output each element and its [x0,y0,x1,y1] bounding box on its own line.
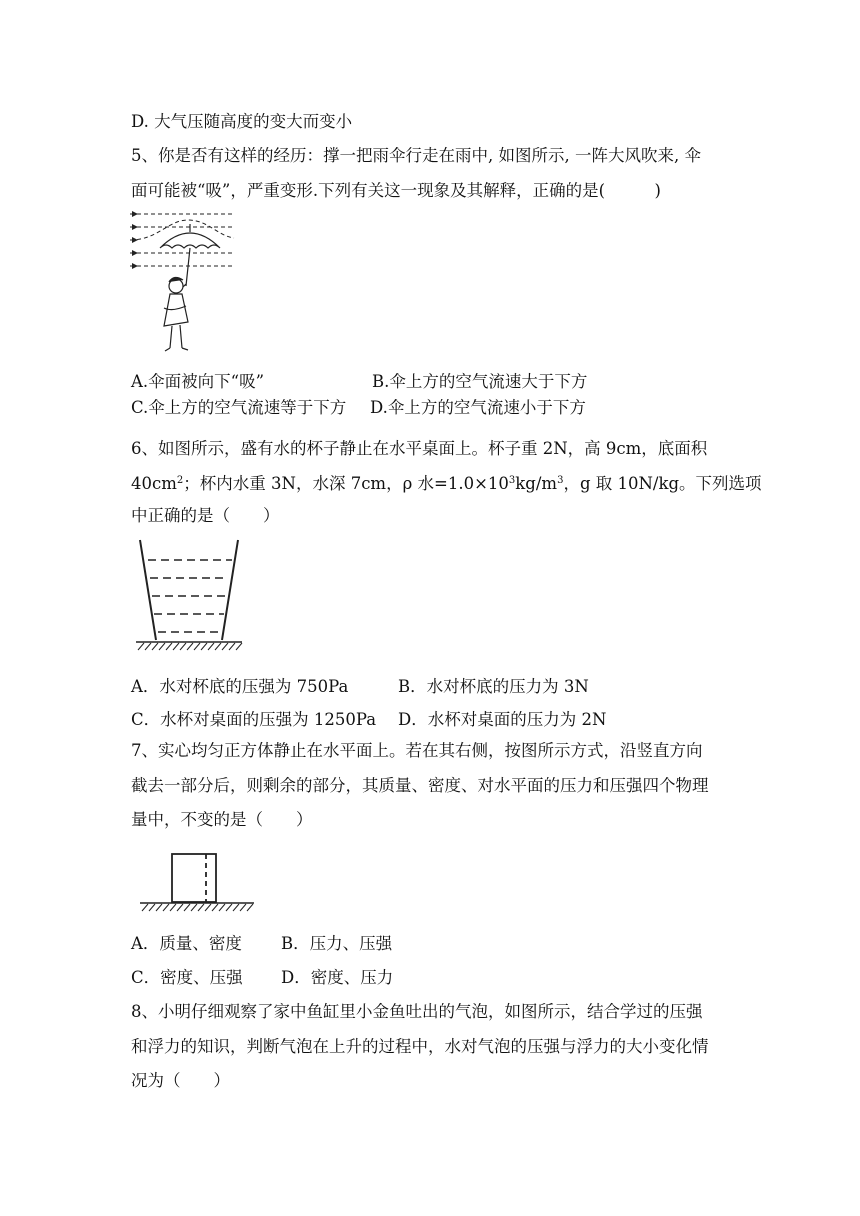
q6-option-c: C．水杯对桌面的压强为 1250Pa [131,710,377,729]
q5-option-c: C.伞上方的空气流速等于下方 [131,398,347,417]
q6-option-b: B．水对杯底的压力为 3N [398,677,589,696]
q8-stem-line1: 8、小明仔细观察了家中鱼缸里小金鱼吐出的气泡，如图所示，结合学过的压强 [131,1002,703,1021]
q6-option-d: D．水杯对桌面的压力为 2N [398,710,607,729]
q6-stem-line1: 6、如图所示，盛有水的杯子静止在水平桌面上。杯子重 2N，高 9cm，底面积 [131,439,708,458]
q6-stem-line2 [131,474,762,494]
q4-option-d: D. 大气压随高度的变大而变小 [131,112,353,131]
q7-option-b: B．压力、压强 [281,934,393,953]
q6-area-value: 40cm [131,474,177,493]
q5-option-d: D.伞上方的空气流速小于下方 [370,398,586,417]
q6-option-a: A．水对杯底的压强为 750Pa [131,677,349,696]
q8-stem-line3: 况为（ ） [131,1071,230,1090]
q6-water-info: ；杯内水重 3N，水深 7cm，ρ 水=1.0×10 [183,474,509,493]
q5-option-b: B.伞上方的空气流速大于下方 [372,372,588,391]
q5-stem-line1: 5、你是否有这样的经历：撑一把雨伞行走在雨中, 如图所示, 一阵大风吹来, 伞 [131,146,701,165]
q6-stem-line3: 中正确的是（ ） [131,506,280,525]
q6-gravity-info: ，g 取 10N/kg。下列选项 [563,474,762,493]
q7-option-a: A．质量、密度 [131,934,242,953]
q7-option-c: C．密度、压强 [131,968,243,987]
q6-area-exponent: 2 [176,475,184,486]
q7-stem-line1: 7、实心均匀正方体静止在水平面上。若在其右侧，按图所示方式，沿竖直方向 [131,741,703,760]
q6-unit-exponent: 3 [557,475,564,486]
q7-option-d: D．密度、压力 [281,968,394,987]
q7-stem-line3: 量中，不变的是（ ） [131,810,313,829]
q8-stem-line2: 和浮力的知识，判断气泡在上升的过程中，水对气泡的压强与浮力的大小变化情 [131,1037,709,1056]
q5-stem-line2: 面可能被“吸”，严重变形.下列有关这一现象及其解释，正确的是( ) [131,181,661,200]
q6-density-exponent: 3 [508,475,516,486]
q5-option-a: A.伞面被向下“吸” [131,372,265,391]
water-cup-figure [134,538,246,656]
q7-stem-line2: 截去一部分后，则剩余的部分，其质量、密度、对水平面的压力和压强四个物理 [131,776,709,795]
q6-density-unit: kg/m [515,474,558,493]
umbrella-wind-figure [128,208,238,360]
cube-cut-figure [138,850,258,914]
